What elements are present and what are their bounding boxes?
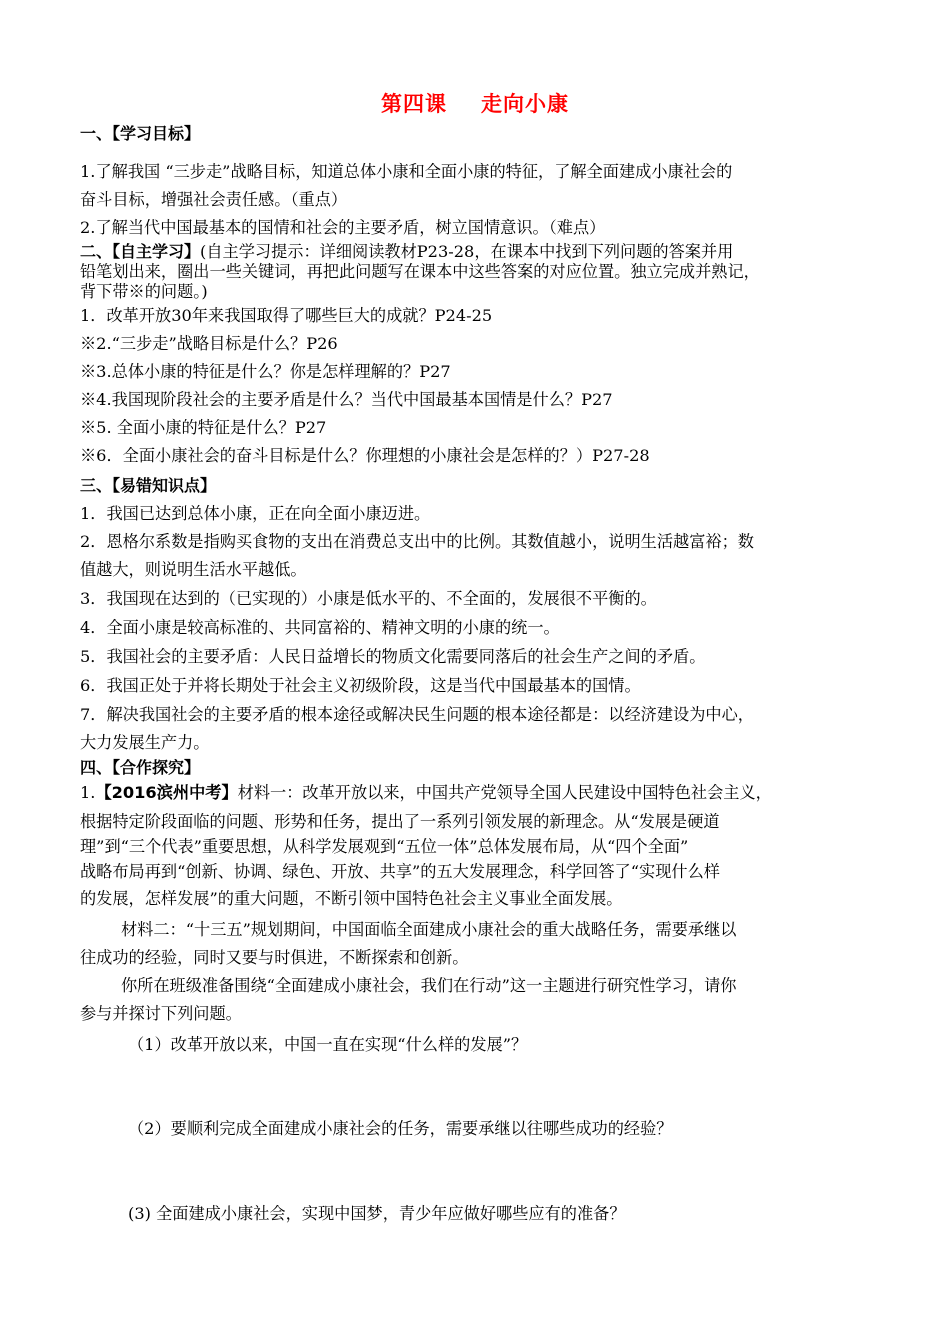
task-line-1: 你所在班级准备围绕“全面建成小康社会，我们在行动”这一主题进行研究性学习，请你 [121, 976, 737, 995]
self-study-hint: (自主学习提示：详细阅读教材P23-28，在课本中找到下列问题的答案并用 [200, 242, 734, 261]
point-4: 4．全面小康是较高标准的、共同富裕的、精神文明的小康的统一。 [80, 618, 560, 637]
section-heading-goals: 一、【学习目标】 [80, 124, 201, 143]
section-heading-cooperation: 四、【合作探究】 [80, 758, 201, 777]
goal-1-line-1: 1.了解我国 “三步走”战略目标，知道总体小康和全面小康的特征，了解全面建成小康社会的 [80, 162, 733, 181]
exam-source-tag: 【2016滨州中考】 [95, 783, 238, 802]
point-6: 6．我国正处于并将长期处于社会主义初级阶段，这是当代中国最基本的国情。 [80, 676, 641, 695]
question-4: ※4.我国现阶段社会的主要矛盾是什么？当代中国最基本国情是什么？P27 [80, 390, 613, 409]
question-5: ※5. 全面小康的特征是什么？P27 [80, 418, 327, 437]
page-title [0, 88, 950, 118]
point-2-line-1: 2．恩格尔系数是指购买食物的支出在消费总支出中的比例。其数值越小，说明生活越富裕；数 [80, 532, 754, 551]
sub-question-1: （1）改革开放以来，中国一直在实现“什么样的发展”？ [128, 1035, 528, 1054]
self-study-intro-line-3: 背下带※的问题。) [80, 282, 208, 301]
material-2-line-1: 材料二：“十三五”规划期间，中国面临全面建成小康社会的重大战略任务，需要承继以 [121, 920, 737, 939]
task-line-2: 参与并探讨下列问题。 [80, 1004, 242, 1023]
material-1-line-2: 根据特定阶段面临的问题、形势和任务，提出了一系列引领发展的新理念。从“发展是硬道 [80, 812, 720, 831]
point-2-line-2: 值越大，则说明生活水平越低。 [80, 560, 307, 579]
question-2: ※2.“三步走”战略目标是什么？P26 [80, 334, 338, 353]
sub-question-2: （2）要顺利完成全面建成小康社会的任务，需要承继以往哪些成功的经验？ [128, 1119, 673, 1138]
material-1-text: 材料一：改革开放以来，中国共产党领导全国人民建设中国特色社会主义， [237, 783, 772, 802]
point-1: 1．我国已达到总体小康，正在向全面小康迈进。 [80, 504, 431, 523]
goal-2: 2.了解当代中国最基本的国情和社会的主要矛盾，树立国情意识。（难点） [80, 218, 606, 237]
section-heading-error-points: 三、【易错知识点】 [80, 476, 217, 495]
lesson-number: 第四课 [381, 92, 447, 116]
material-2-line-2: 往成功的经验，同时又要与时俱进，不断探索和创新。 [80, 948, 469, 967]
question-3: ※3.总体小康的特征是什么？你是怎样理解的？P27 [80, 362, 451, 381]
problem-number: 1. [80, 783, 96, 802]
point-7-line-1: 7．解决我国社会的主要矛盾的根本途径或解决民生问题的根本途径都是：以经济建设为中心， [80, 705, 754, 724]
sub-question-3: (3) 全面建成小康社会，实现中国梦，青少年应做好哪些应有的准备？ [128, 1204, 626, 1223]
material-1-line-3: 理”到“三个代表”重要思想，从科学发展观到“五位一体”总体发展布局，从“四个全面” [80, 837, 689, 856]
material-1-line-1 [80, 779, 880, 807]
question-6: ※6．全面小康社会的奋斗目标是什么？你理想的小康社会是怎样的？）P27-28 [80, 446, 650, 465]
material-1-line-4: 战略布局再到“创新、协调、绿色、开放、共享”的五大发展理念，科学回答了“实现什么样 [80, 862, 720, 881]
section-heading-self-study: 二、【自主学习】 [80, 242, 201, 261]
goal-1-line-2: 奋斗目标，增强社会责任感。（重点） [80, 190, 348, 209]
point-3: 3．我国现在达到的（已实现的）小康是低水平的、不全面的，发展很不平衡的。 [80, 589, 657, 608]
lesson-topic: 走向小康 [481, 92, 569, 116]
point-5: 5．我国社会的主要矛盾：人民日益增长的物质文化需要同落后的社会生产之间的矛盾。 [80, 647, 706, 666]
self-study-intro-line-2: 铅笔划出来，圈出一些关键词，再把此问题写在课本中这些答案的对应位置。独立完成并熟记， [80, 262, 760, 281]
self-study-intro-line-1 [80, 242, 880, 262]
material-1-line-5: 的发展，怎样发展”的重大问题，不断引领中国特色社会主义事业全面发展。 [80, 889, 623, 908]
point-7-line-2: 大力发展生产力。 [80, 733, 210, 752]
question-1: 1．改革开放30年来我国取得了哪些巨大的成就？P24-25 [80, 306, 493, 325]
